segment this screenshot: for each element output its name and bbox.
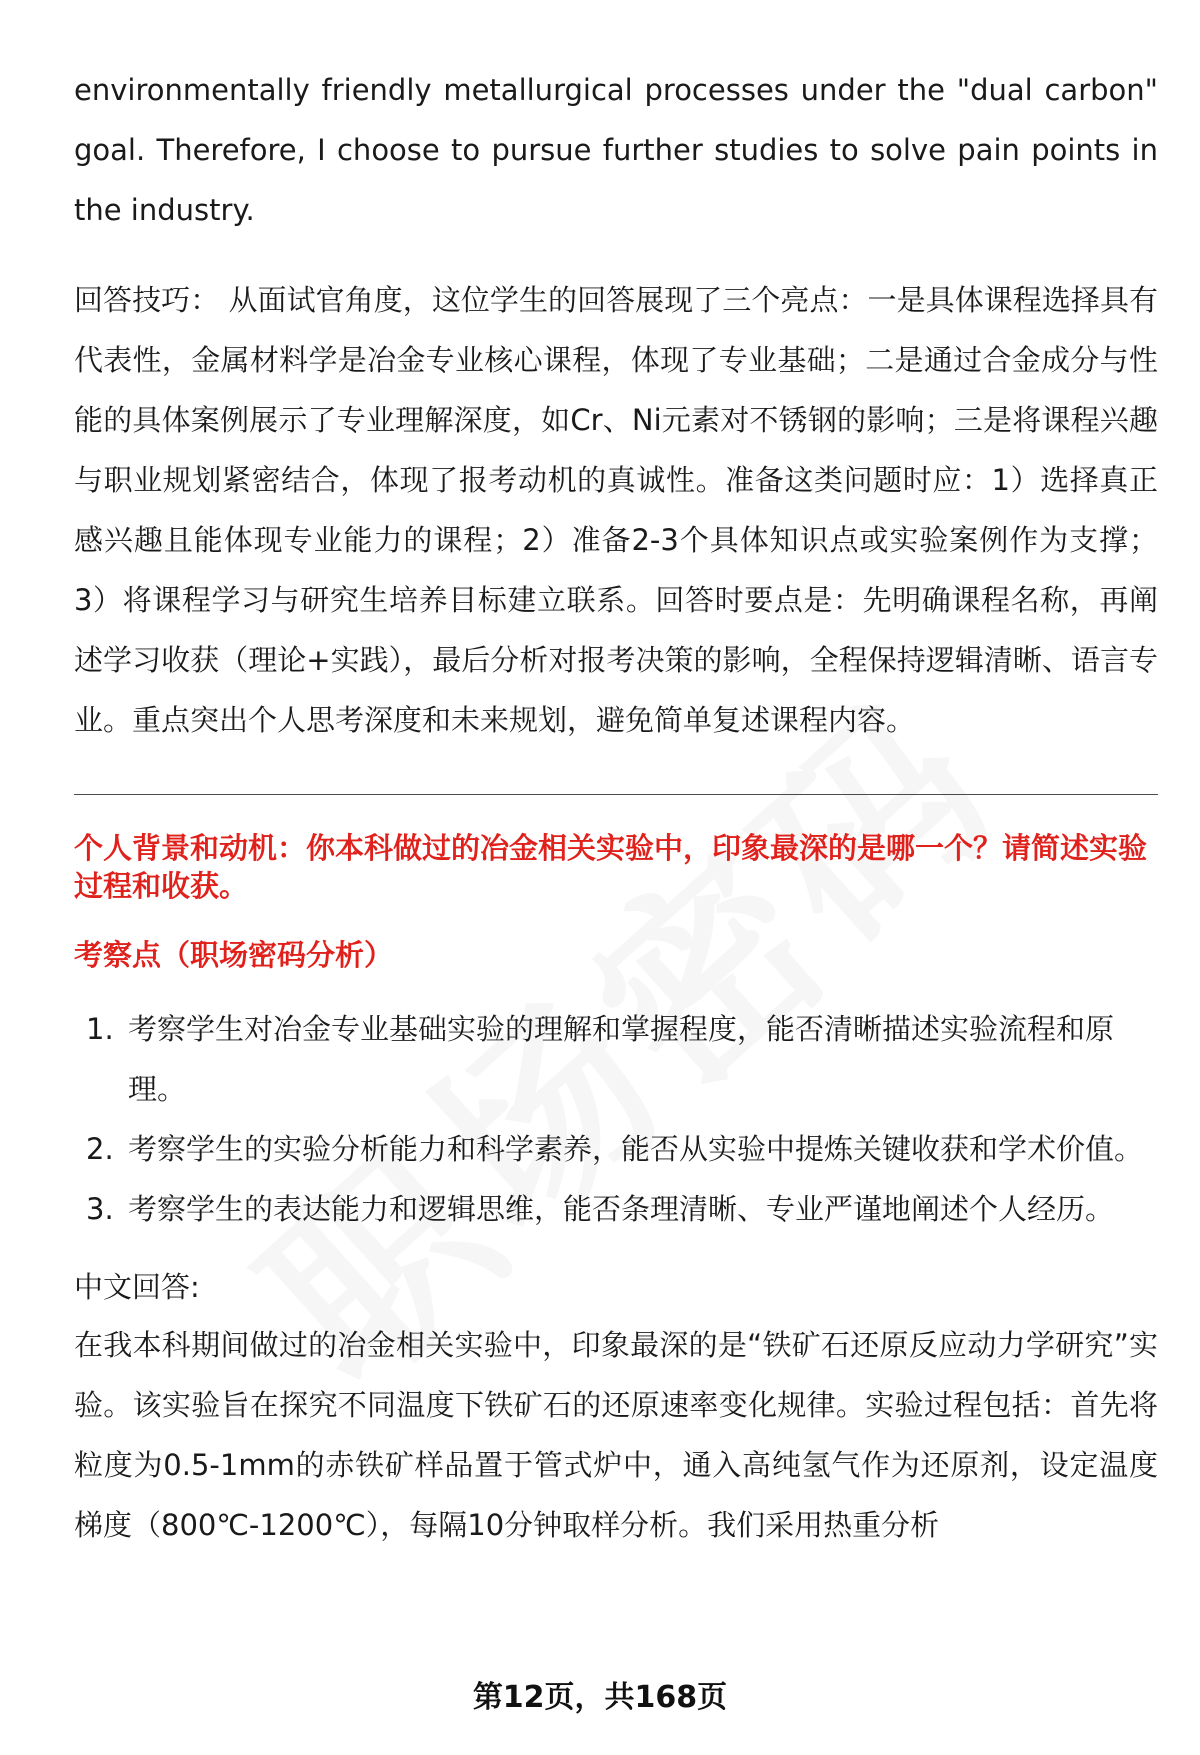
- section-divider: [74, 794, 1158, 795]
- list-number: 1.: [86, 1012, 114, 1046]
- list-item: [74, 1119, 1158, 1179]
- tips-paragraph: 回答技巧： 从面试官角度，这位学生的回答展现了三个亮点：一是具体课程选择具有代表性，金属材料学是冶金专业核心课程，体现了专业基础；二是通过合金成分与性能的具体案例展示了专业理解深度，如Cr、Ni元素对不锈钢的影响；三是将课程兴趣与职业规划紧密结合，体现了报考动机的真诚性。准备这类问题时应：1）选择真正感兴趣且能体现专业能力的课程；2）准备2-3个具体知识点或实验案例作为支撑；3）将课程学习与研究生培养目标建立联系。回答时要点是：先明确课程名称，再阐述学习收获（理论+实践），最后分析对报考决策的影响，全程保持逻辑清晰、语言专业。重点突出个人思考深度和未来规划，避免简单复述课程内容。: [74, 283, 1158, 737]
- assessment-title: 考察点（职场密码分析）: [74, 938, 394, 972]
- chinese-answer-label: 中文回答:: [74, 1270, 200, 1304]
- chinese-answer-text: 在我本科期间做过的冶金相关实验中，印象最深的是“铁矿石还原反应动力学研究”实验。该实验旨在探究不同温度下铁矿石的还原速率变化规律。实验过程包括：首先将粒度为0.5-1mm的赤铁矿样品置于管式炉中，通入高纯氢气作为还原剂，设定温度梯度（800℃-1200℃），每隔10分钟取样分析。我们采用热重分析: [74, 1328, 1158, 1542]
- list-number: 2.: [86, 1132, 114, 1166]
- document-page: [74, 60, 1158, 1555]
- page-footer: 第12页，共168页: [472, 1680, 728, 1715]
- list-text: 考察学生的表达能力和逻辑思维，能否条理清晰、专业严谨地阐述个人经历。: [128, 1192, 1115, 1226]
- list-item: [74, 999, 1158, 1119]
- question-title: 个人背景和动机：你本科做过的冶金相关实验中，印象最深的是哪一个？请简述实验过程和收获。: [74, 831, 1148, 903]
- list-text: 考察学生的实验分析能力和科学素养，能否从实验中提炼关键收获和学术价值。: [128, 1132, 1144, 1166]
- intro-paragraph: environmentally friendly metallurgical processes under the "dual carbon" goal. Therefore, I choose to pursue further studies to solve pain points in the industry.: [74, 73, 1158, 227]
- list-number: 3.: [86, 1192, 114, 1226]
- assessment-list: [74, 999, 1158, 1239]
- list-item: [74, 1179, 1158, 1239]
- list-text: 考察学生对冶金专业基础实验的理解和掌握程度，能否清晰描述实验流程和原理。: [128, 1012, 1115, 1106]
